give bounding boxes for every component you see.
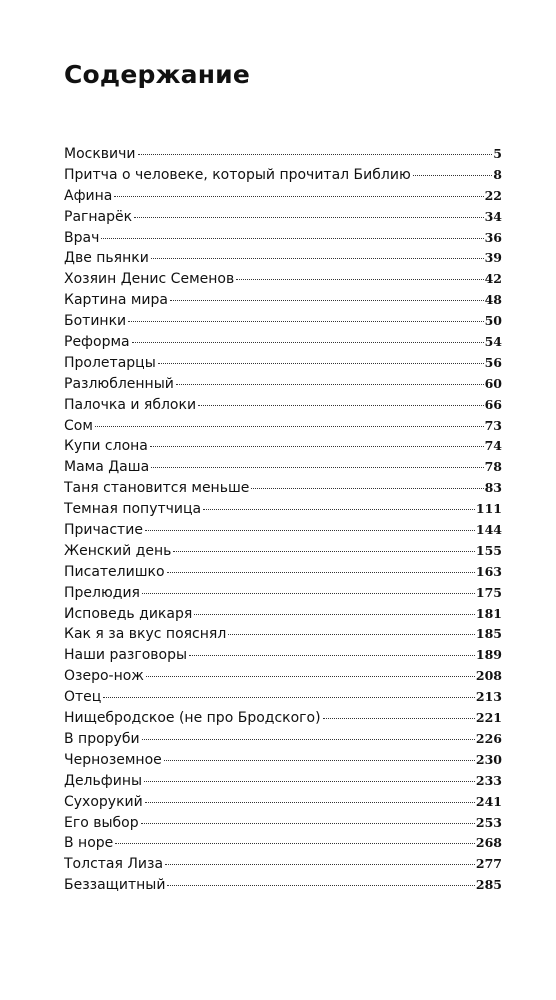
dot-leader — [167, 572, 475, 573]
toc-entry-page-number: 78 — [484, 459, 502, 475]
toc-entry-title: Его выбор — [64, 814, 139, 831]
toc-entry[interactable] — [64, 144, 502, 165]
toc-entry-title: Врач — [64, 229, 100, 246]
dot-leader — [145, 802, 475, 803]
toc-entry-page-number: 226 — [475, 730, 502, 746]
toc-entry[interactable] — [64, 416, 502, 437]
toc-entry-page-number: 42 — [484, 271, 502, 287]
toc-entry-page-number: 175 — [475, 584, 502, 600]
dot-leader — [141, 823, 475, 824]
toc-entry-title: Сом — [64, 417, 93, 434]
toc-entry-title: В проруби — [64, 730, 140, 747]
toc-entry-title: Исповедь дикаря — [64, 605, 193, 622]
toc-entry[interactable] — [64, 792, 502, 813]
toc-entry[interactable] — [64, 624, 502, 645]
toc-entry[interactable] — [64, 332, 502, 353]
dot-leader — [142, 739, 475, 740]
toc-entry-title: Хозяин Денис Семенов — [64, 271, 235, 288]
toc-entry[interactable] — [64, 353, 502, 374]
dot-leader — [158, 363, 484, 364]
toc-entry-title: Ботинки — [64, 313, 127, 330]
toc-entry-title: Наши разговоры — [64, 647, 188, 664]
toc-entry-title: Толстая Лиза — [64, 856, 164, 873]
toc-entry[interactable] — [64, 520, 502, 541]
dot-leader — [151, 467, 483, 468]
toc-entry-page-number: 208 — [475, 668, 502, 684]
toc-entry[interactable] — [64, 666, 502, 687]
dot-leader — [173, 551, 475, 552]
toc-entry-title: Сухорукий — [64, 793, 143, 810]
toc-entry-page-number: 39 — [484, 250, 502, 266]
toc-entry-title: Писателишко — [64, 563, 165, 580]
toc-entry-title: Картина мира — [64, 292, 168, 309]
dot-leader — [134, 217, 484, 218]
toc-entry-page-number: 73 — [484, 417, 502, 433]
toc-entry-page-number: 36 — [484, 229, 502, 245]
toc-entry[interactable] — [64, 813, 502, 834]
toc-entry[interactable] — [64, 771, 502, 792]
dot-leader — [132, 342, 484, 343]
toc-entry[interactable] — [64, 541, 502, 562]
toc-entry-page-number: 5 — [493, 146, 502, 161]
toc-entry-title: Москвичи — [64, 146, 136, 162]
toc-entry-page-number: 74 — [484, 438, 502, 454]
toc-entry[interactable] — [64, 457, 502, 478]
toc-entry[interactable] — [64, 207, 502, 228]
toc-entry-page-number: 268 — [475, 835, 502, 851]
toc-entry-title: Мама Даша — [64, 459, 150, 476]
dot-leader — [170, 300, 484, 301]
toc-entry[interactable] — [64, 562, 502, 583]
toc-entry[interactable] — [64, 374, 502, 395]
toc-entry[interactable] — [64, 269, 502, 290]
toc-entry[interactable] — [64, 875, 502, 896]
dot-leader — [144, 781, 475, 782]
toc-entry[interactable] — [64, 186, 502, 207]
toc-entry[interactable] — [64, 645, 502, 666]
dot-leader — [138, 154, 493, 155]
toc-entry-page-number: 221 — [475, 710, 502, 726]
toc-entry-title: Пролетарцы — [64, 354, 156, 371]
toc-entry-page-number: 8 — [493, 166, 502, 182]
dot-leader — [114, 196, 483, 197]
toc-entry[interactable] — [64, 708, 502, 729]
toc-entry[interactable] — [64, 478, 502, 499]
toc-entry-page-number: 253 — [475, 814, 502, 830]
toc-entry[interactable] — [64, 604, 502, 625]
toc-entry-page-number: 34 — [484, 208, 502, 224]
toc-entry-title: Реформа — [64, 334, 130, 351]
toc-entry-title: Темная попутчица — [64, 501, 202, 518]
dot-leader — [167, 885, 474, 886]
toc-entry-page-number: 22 — [484, 187, 502, 203]
toc-entry-page-number: 111 — [475, 501, 502, 517]
dot-leader — [164, 760, 475, 761]
toc-entry-title: Озеро-нож — [64, 668, 144, 685]
dot-leader — [176, 384, 484, 385]
toc-entry-page-number: 230 — [475, 751, 502, 767]
toc-entry[interactable] — [64, 248, 502, 269]
toc-entry[interactable] — [64, 290, 502, 311]
dot-leader — [203, 509, 475, 510]
toc-entry-page-number: 285 — [475, 877, 502, 893]
toc-entry[interactable] — [64, 729, 502, 750]
dot-leader — [413, 175, 493, 176]
toc-entry-page-number: 50 — [484, 313, 502, 329]
dot-leader — [128, 321, 483, 322]
toc-entry[interactable] — [64, 854, 502, 875]
toc-entry[interactable] — [64, 750, 502, 771]
dot-leader — [101, 238, 483, 239]
toc-entry[interactable] — [64, 499, 502, 520]
toc-entry-title: Афина — [64, 187, 113, 204]
toc-entry-title: Отец — [64, 689, 102, 706]
toc-entry[interactable] — [64, 583, 502, 604]
toc-entry-title: Нищебродское (не про Бродского) — [64, 710, 321, 727]
toc-entry-title: Как я за вкус пояснял — [64, 626, 227, 643]
toc-entry-title: Разлюбленный — [64, 375, 174, 392]
toc-entry-title: Притча о человеке, который прочитал Библию — [64, 166, 411, 183]
toc-entry-page-number: 54 — [484, 334, 502, 350]
toc-entry-title: Дельфины — [64, 772, 143, 789]
toc-entry[interactable] — [64, 395, 502, 416]
toc-entry-page-number: 185 — [475, 626, 502, 642]
dot-leader — [189, 655, 475, 656]
toc-entry-page-number: 144 — [475, 522, 502, 538]
toc-entry-page-number: 163 — [475, 563, 502, 579]
toc-entry[interactable] — [64, 687, 502, 708]
toc-entry-title: Черноземное — [64, 751, 162, 768]
toc-entry[interactable] — [64, 436, 502, 457]
dot-leader — [251, 488, 483, 489]
table-of-contents — [64, 144, 502, 896]
toc-entry-page-number: 66 — [484, 396, 502, 412]
toc-entry-title: Таня становится меньше — [64, 480, 250, 497]
toc-entry-title: В норе — [64, 835, 114, 852]
toc-entry[interactable] — [64, 228, 502, 249]
toc-entry-page-number: 241 — [475, 793, 502, 809]
dot-leader — [151, 258, 484, 259]
toc-entry-title: Палочка и яблоки — [64, 396, 197, 413]
dot-leader — [145, 530, 475, 531]
toc-entry-title: Рагнарёк — [64, 208, 133, 225]
toc-entry[interactable] — [64, 165, 502, 186]
dot-leader — [115, 843, 475, 844]
dot-leader — [198, 405, 484, 406]
toc-entry-page-number: 60 — [484, 375, 502, 391]
toc-entry-title: Две пьянки — [64, 250, 149, 267]
toc-entry-page-number: 56 — [484, 354, 502, 370]
toc-entry[interactable] — [64, 311, 502, 332]
toc-entry-page-number: 233 — [475, 772, 502, 788]
dot-leader — [146, 676, 475, 677]
dot-leader — [236, 279, 483, 280]
dot-leader — [95, 426, 484, 427]
toc-entry-title: Купи слона — [64, 438, 148, 455]
dot-leader — [228, 634, 475, 635]
dot-leader — [103, 697, 475, 698]
dot-leader — [323, 718, 475, 719]
toc-entry-title: Причастие — [64, 522, 143, 539]
dot-leader — [194, 614, 475, 615]
toc-entry-page-number: 155 — [475, 542, 502, 558]
dot-leader — [150, 446, 484, 447]
toc-entry-page-number: 189 — [475, 647, 502, 663]
toc-entry-page-number: 181 — [475, 605, 502, 621]
toc-entry-title: Прелюдия — [64, 584, 140, 601]
dot-leader — [165, 864, 475, 865]
dot-leader — [142, 593, 475, 594]
toc-entry-page-number: 48 — [484, 292, 502, 308]
page-title: Содержание — [64, 60, 251, 89]
toc-entry[interactable] — [64, 833, 502, 854]
toc-entry-page-number: 213 — [475, 689, 502, 705]
toc-entry-page-number: 277 — [475, 856, 502, 872]
toc-entry-title: Женский день — [64, 542, 172, 559]
toc-entry-page-number: 83 — [484, 480, 502, 496]
toc-entry-title: Беззащитный — [64, 877, 166, 894]
